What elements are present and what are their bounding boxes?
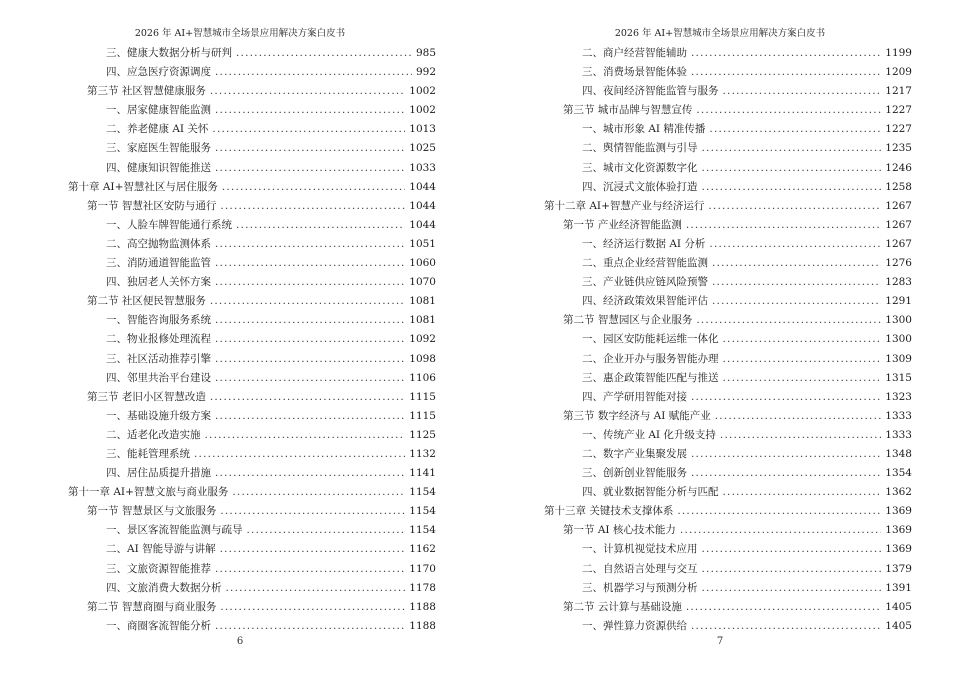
toc-entry-title: 四、产学研用智能对接: [582, 390, 687, 403]
dot-leader: [712, 254, 881, 273]
toc-entry[interactable]: [68, 63, 436, 82]
dot-leader: [723, 82, 882, 101]
toc-entry[interactable]: [544, 44, 912, 63]
toc-entry-title: 第三节 社区智慧健康服务: [87, 85, 206, 98]
toc-entry-page: 1188: [409, 600, 436, 613]
toc-entry-title: 四、夜间经济智能监管与服务: [582, 85, 719, 98]
toc-entry[interactable]: [68, 216, 436, 235]
dot-leader: [215, 254, 405, 273]
toc-entry-title: 四、居住品质提升措施: [106, 467, 211, 480]
toc-entry[interactable]: [68, 44, 436, 63]
dot-leader: [215, 311, 405, 330]
dot-leader: [220, 502, 405, 521]
dot-leader: [691, 617, 881, 636]
toc-entry-page: 1154: [409, 505, 436, 518]
toc-entry[interactable]: [544, 178, 912, 197]
toc-entry-title: 四、文旅消费大数据分析: [106, 581, 222, 594]
dot-leader: [220, 540, 406, 559]
dot-leader: [215, 560, 405, 579]
toc-entry[interactable]: [68, 617, 436, 636]
dot-leader: [696, 311, 881, 330]
dot-leader: [691, 464, 881, 483]
toc-entry-title: 二、重点企业经营智能监测: [582, 257, 708, 270]
toc-entry-page: 1369: [885, 543, 912, 556]
toc-entry[interactable]: [68, 254, 436, 273]
toc-entry-title: 一、景区客流智能监测与疏导: [106, 524, 243, 537]
toc-entry[interactable]: [544, 101, 912, 120]
toc-entry-title: 三、社区活动推荐引擎: [106, 352, 211, 365]
right-page: [480, 0, 960, 681]
toc-entry[interactable]: [544, 502, 912, 521]
toc-entry-title: 二、物业报修处理流程: [106, 333, 211, 346]
toc-entry-page: 1227: [885, 104, 912, 117]
toc-entry-title: 三、消防通道智能监管: [106, 257, 211, 270]
toc-entry-page: 1060: [409, 257, 436, 270]
toc-entry-title: 第二节 社区便民智慧服务: [87, 295, 206, 308]
toc-entry-title: 三、消费场景智能体验: [582, 66, 687, 79]
toc-entry-title: 一、商圈客流智能分析: [106, 619, 211, 632]
toc-entry-title: 三、家庭医生智能服务: [106, 142, 211, 155]
toc-entry-page: 1391: [885, 581, 912, 594]
toc-entry[interactable]: [68, 388, 436, 407]
toc-entry-page: 1178: [409, 581, 436, 594]
toc-entry-page: 1154: [409, 486, 436, 499]
toc-entry[interactable]: [68, 579, 436, 598]
toc-entry[interactable]: [68, 273, 436, 292]
toc-entry-page: 1267: [885, 237, 912, 250]
toc-entry[interactable]: [68, 82, 436, 101]
toc-entry-title: 三、机器学习与预测分析: [582, 581, 698, 594]
toc-entry-title: 三、城市文化资源数字化: [582, 161, 698, 174]
toc-entry-page: 1044: [409, 199, 436, 212]
toc-entry-title: 第三节 数字经济与 AI 赋能产业: [563, 409, 711, 422]
toc-entry-title: 第一节 AI 核心技术能力: [563, 524, 676, 537]
dot-leader: [236, 216, 405, 235]
dot-leader: [215, 235, 405, 254]
dot-leader: [210, 292, 405, 311]
toc-entry-page: 1354: [885, 467, 912, 480]
toc-entry-page: 1348: [885, 447, 912, 460]
dot-leader: [715, 407, 882, 426]
dot-leader: [205, 426, 406, 445]
toc-entry-title: 一、经济运行数据 AI 分析: [582, 237, 706, 250]
toc-entry-title: 三、能耗管理系统: [106, 447, 190, 460]
toc-entry[interactable]: [544, 369, 912, 388]
toc-entry[interactable]: [68, 350, 436, 369]
dot-leader: [723, 369, 882, 388]
toc-entry-title: 四、沉浸式文旅体验打造: [582, 180, 698, 193]
dot-leader: [232, 483, 405, 502]
toc-entry[interactable]: [544, 540, 912, 559]
toc-entry-page: 1209: [885, 66, 912, 79]
dot-leader: [686, 216, 881, 235]
dot-leader: [215, 101, 405, 120]
toc-entry-title: 一、计算机视觉技术应用: [582, 543, 698, 556]
dot-leader: [215, 330, 405, 349]
toc-entry-page: 1051: [409, 237, 436, 250]
toc-entry-title: 四、邻里共治平台建设: [106, 371, 211, 384]
dot-leader: [691, 388, 881, 407]
toc-entry[interactable]: [68, 426, 436, 445]
toc-entry[interactable]: [544, 388, 912, 407]
dot-leader: [215, 350, 405, 369]
dot-leader: [215, 617, 405, 636]
toc-entry[interactable]: [544, 407, 912, 426]
dot-leader: [691, 44, 881, 63]
page-header: 2026 年 AI+智慧城市全场景应用解决方案白皮书: [134, 28, 346, 39]
dot-leader: [723, 330, 882, 349]
toc-entry-page: 1044: [409, 218, 436, 231]
toc-entry[interactable]: [544, 216, 912, 235]
dot-leader: [691, 63, 881, 82]
dot-leader: [709, 235, 881, 254]
dot-leader: [702, 560, 882, 579]
toc-entry[interactable]: [544, 521, 912, 540]
toc-entry-page: 985: [415, 47, 436, 59]
dot-leader: [194, 445, 405, 464]
toc-entry-title: 二、养老健康 AI 关怀: [106, 123, 209, 136]
toc-entry-title: 一、基础设施升级方案: [106, 409, 211, 422]
toc-entry-title: 二、企业开办与服务智能办理: [582, 352, 719, 365]
toc-entry-title: 二、数字产业集聚发展: [582, 447, 687, 460]
toc-entry-title: 四、就业数据智能分析与匹配: [582, 486, 719, 499]
toc-entry[interactable]: [544, 82, 912, 101]
toc-entry-page: 1025: [409, 142, 436, 155]
toc-entry-page: 1002: [409, 85, 436, 98]
toc-entry-title: 一、传统产业 AI 化升级支持: [582, 428, 716, 441]
toc-entry-page: 1115: [409, 390, 436, 403]
toc-entry-title: 四、健康知识智能推送: [106, 161, 211, 174]
toc-entry-title: 二、AI 智能导游与讲解: [106, 543, 216, 556]
toc-entry-page: 1300: [885, 333, 912, 346]
dot-leader: [215, 464, 405, 483]
toc-entry[interactable]: [68, 101, 436, 120]
toc-entry-title: 第十二章 AI+智慧产业与经济运行: [544, 199, 705, 212]
dot-leader: [708, 197, 881, 216]
toc-entry-page: 1362: [885, 486, 912, 499]
toc-entry[interactable]: [68, 292, 436, 311]
toc-entry-title: 第三节 城市品牌与智慧宣传: [563, 104, 693, 117]
dot-leader: [702, 139, 882, 158]
toc-entry-page: 1170: [409, 562, 436, 575]
dot-leader: [680, 521, 881, 540]
toc-entry[interactable]: [68, 464, 436, 483]
toc-entry[interactable]: [544, 617, 912, 636]
toc-entry-page: 1333: [885, 409, 912, 422]
toc-entry-title: 第二节 智慧商圈与商业服务: [87, 600, 217, 613]
dot-leader: [210, 388, 405, 407]
toc-entry[interactable]: [68, 483, 436, 502]
dot-leader: [677, 502, 881, 521]
toc-entry-page: 1267: [885, 199, 912, 212]
toc-entry[interactable]: [68, 120, 436, 139]
toc-entry[interactable]: [68, 540, 436, 559]
toc-entry-title: 第二节 云计算与基础设施: [563, 600, 682, 613]
toc-entry[interactable]: [68, 445, 436, 464]
toc-entry-title: 第十一章 AI+智慧文旅与商业服务: [68, 486, 229, 499]
toc-entry[interactable]: [68, 330, 436, 349]
toc-entry-title: 第一节 智慧景区与文旅服务: [87, 505, 217, 518]
toc-entry-title: 二、商户经营智能辅助: [582, 47, 687, 59]
toc-entry-title: 一、居家健康智能监测: [106, 104, 211, 117]
toc-entry-page: 1369: [885, 505, 912, 518]
toc-entry-page: 1369: [885, 524, 912, 537]
toc-entry-title: 三、健康大数据分析与研判: [106, 47, 232, 59]
toc-entry[interactable]: [544, 445, 912, 464]
toc-entry[interactable]: [544, 350, 912, 369]
toc-entry-page: 1092: [409, 333, 436, 346]
toc-entry-page: 1141: [409, 467, 436, 480]
dot-leader: [702, 178, 882, 197]
toc-entry[interactable]: [68, 407, 436, 426]
toc-entry-page: 1323: [885, 390, 912, 403]
dot-leader: [723, 350, 882, 369]
toc-entry-title: 第三节 老旧小区智慧改造: [87, 390, 206, 403]
dot-leader: [723, 483, 882, 502]
toc-entry-page: 1309: [885, 352, 912, 365]
toc-entry-title: 二、适老化改造实施: [106, 428, 201, 441]
dot-leader: [702, 540, 882, 559]
toc-entry-page: 1405: [885, 600, 912, 613]
dot-leader: [215, 139, 405, 158]
dot-leader: [702, 159, 882, 178]
toc-entry-title: 四、应急医疗资源调度: [106, 66, 211, 79]
toc-entry-title: 第十三章 关键技术支撑体系: [544, 505, 674, 518]
page-number: 6: [236, 636, 244, 647]
dot-leader: [247, 521, 406, 540]
dot-leader: [226, 579, 406, 598]
toc-entry[interactable]: [544, 159, 912, 178]
toc-entry[interactable]: [68, 598, 436, 617]
toc-entry[interactable]: [544, 311, 912, 330]
dot-leader: [215, 369, 405, 388]
toc-entry-page: 1283: [885, 276, 912, 289]
toc-entry-title: 三、创新创业智能服务: [582, 467, 687, 480]
dot-leader: [210, 82, 405, 101]
dot-leader: [215, 407, 405, 426]
toc-entry-title: 第一节 智慧社区安防与通行: [87, 199, 217, 212]
toc-entry-title: 一、智能咨询服务系统: [106, 314, 211, 327]
toc-entry[interactable]: [544, 330, 912, 349]
toc-entry[interactable]: [68, 369, 436, 388]
toc-entry-page: 992: [415, 66, 436, 79]
toc-entry-page: 1106: [409, 371, 436, 384]
toc-entry-page: 1258: [885, 180, 912, 193]
toc-entry[interactable]: [68, 235, 436, 254]
dot-leader: [702, 579, 882, 598]
dot-leader: [222, 178, 405, 197]
toc-entry-page: 1098: [409, 352, 436, 365]
toc-entry-page: 1246: [885, 161, 912, 174]
toc-entry-page: 1162: [409, 543, 436, 556]
toc-entry-title: 四、经济政策效果智能评估: [582, 295, 708, 308]
toc-entry[interactable]: [544, 464, 912, 483]
toc-entry-title: 一、人脸车牌智能通行系统: [106, 218, 232, 231]
page-number: 7: [716, 636, 724, 647]
toc-entry-title: 四、独居老人关怀方案: [106, 276, 211, 289]
dot-leader: [691, 445, 881, 464]
toc-entry[interactable]: [544, 560, 912, 579]
dot-leader: [215, 63, 412, 82]
toc-entry-page: 1276: [885, 257, 912, 270]
dot-leader: [236, 44, 412, 63]
toc-entry-page: 1333: [885, 428, 912, 441]
toc-entry-page: 1002: [409, 104, 436, 117]
dot-leader: [712, 273, 881, 292]
toc-entry-page: 1188: [409, 619, 436, 632]
toc-entry-page: 1081: [409, 295, 436, 308]
toc-entry-title: 二、高空抛物监测体系: [106, 237, 211, 250]
toc-list: [68, 44, 436, 636]
toc-entry[interactable]: [544, 197, 912, 216]
toc-list: [544, 44, 912, 636]
toc-entry-title: 三、文旅资源智能推荐: [106, 562, 211, 575]
dot-leader: [215, 273, 405, 292]
dot-leader: [709, 120, 881, 139]
toc-entry[interactable]: [544, 483, 912, 502]
page-header: 2026 年 AI+智慧城市全场景应用解决方案白皮书: [614, 28, 826, 39]
toc-entry-title: 第二节 智慧园区与企业服务: [563, 314, 693, 327]
toc-entry-title: 二、自然语言处理与交互: [582, 562, 698, 575]
toc-entry[interactable]: [68, 311, 436, 330]
toc-entry[interactable]: [544, 63, 912, 82]
toc-entry[interactable]: [544, 120, 912, 139]
dot-leader: [686, 598, 881, 617]
toc-entry-page: 1217: [885, 85, 912, 98]
toc-entry-page: 1227: [885, 123, 912, 136]
toc-entry[interactable]: [544, 139, 912, 158]
toc-entry[interactable]: [544, 273, 912, 292]
dot-leader: [720, 426, 881, 445]
toc-entry[interactable]: [544, 579, 912, 598]
toc-entry-page: 1291: [885, 295, 912, 308]
toc-entry[interactable]: [68, 197, 436, 216]
toc-entry[interactable]: [68, 521, 436, 540]
dot-leader: [712, 292, 881, 311]
toc-entry-page: 1379: [885, 562, 912, 575]
toc-entry-page: 1315: [885, 371, 912, 384]
toc-entry[interactable]: [68, 560, 436, 579]
toc-entry[interactable]: [544, 235, 912, 254]
toc-entry-page: 1267: [885, 218, 912, 231]
toc-entry-title: 一、城市形象 AI 精准传播: [582, 123, 706, 136]
toc-entry-page: 1033: [409, 161, 436, 174]
dot-leader: [215, 159, 405, 178]
dot-leader: [212, 120, 405, 139]
toc-entry-page: 1044: [409, 180, 436, 193]
toc-entry-page: 1115: [409, 409, 436, 422]
toc-entry[interactable]: [68, 139, 436, 158]
toc-entry-page: 1132: [409, 447, 436, 460]
toc-entry-page: 1199: [885, 47, 912, 59]
toc-entry[interactable]: [544, 254, 912, 273]
toc-entry[interactable]: [544, 292, 912, 311]
toc-entry-title: 第十章 AI+智慧社区与居住服务: [68, 180, 218, 193]
toc-entry-title: 第一节 产业经济智能监测: [563, 218, 682, 231]
toc-entry-title: 三、产业链供应链风险预警: [582, 276, 708, 289]
toc-entry-title: 一、园区安防能耗运维一体化: [582, 333, 719, 346]
toc-entry-page: 1405: [885, 619, 912, 632]
toc-entry-title: 一、弹性算力资源供给: [582, 619, 687, 632]
toc-entry-page: 1154: [409, 524, 436, 537]
toc-entry-page: 1125: [409, 428, 436, 441]
dot-leader: [696, 101, 881, 120]
toc-entry[interactable]: [544, 426, 912, 445]
toc-entry[interactable]: [68, 502, 436, 521]
toc-entry-page: 1300: [885, 314, 912, 327]
dot-leader: [220, 598, 405, 617]
toc-entry[interactable]: [544, 598, 912, 617]
toc-entry[interactable]: [68, 178, 436, 197]
toc-entry-title: 三、惠企政策智能匹配与推送: [582, 371, 719, 384]
toc-entry-page: 1235: [885, 142, 912, 155]
toc-entry-page: 1013: [409, 123, 436, 136]
toc-entry-page: 1070: [409, 276, 436, 289]
toc-entry-page: 1081: [409, 314, 436, 327]
toc-entry[interactable]: [68, 159, 436, 178]
toc-entry-title: 二、舆情智能监测与引导: [582, 142, 698, 155]
dot-leader: [220, 197, 405, 216]
